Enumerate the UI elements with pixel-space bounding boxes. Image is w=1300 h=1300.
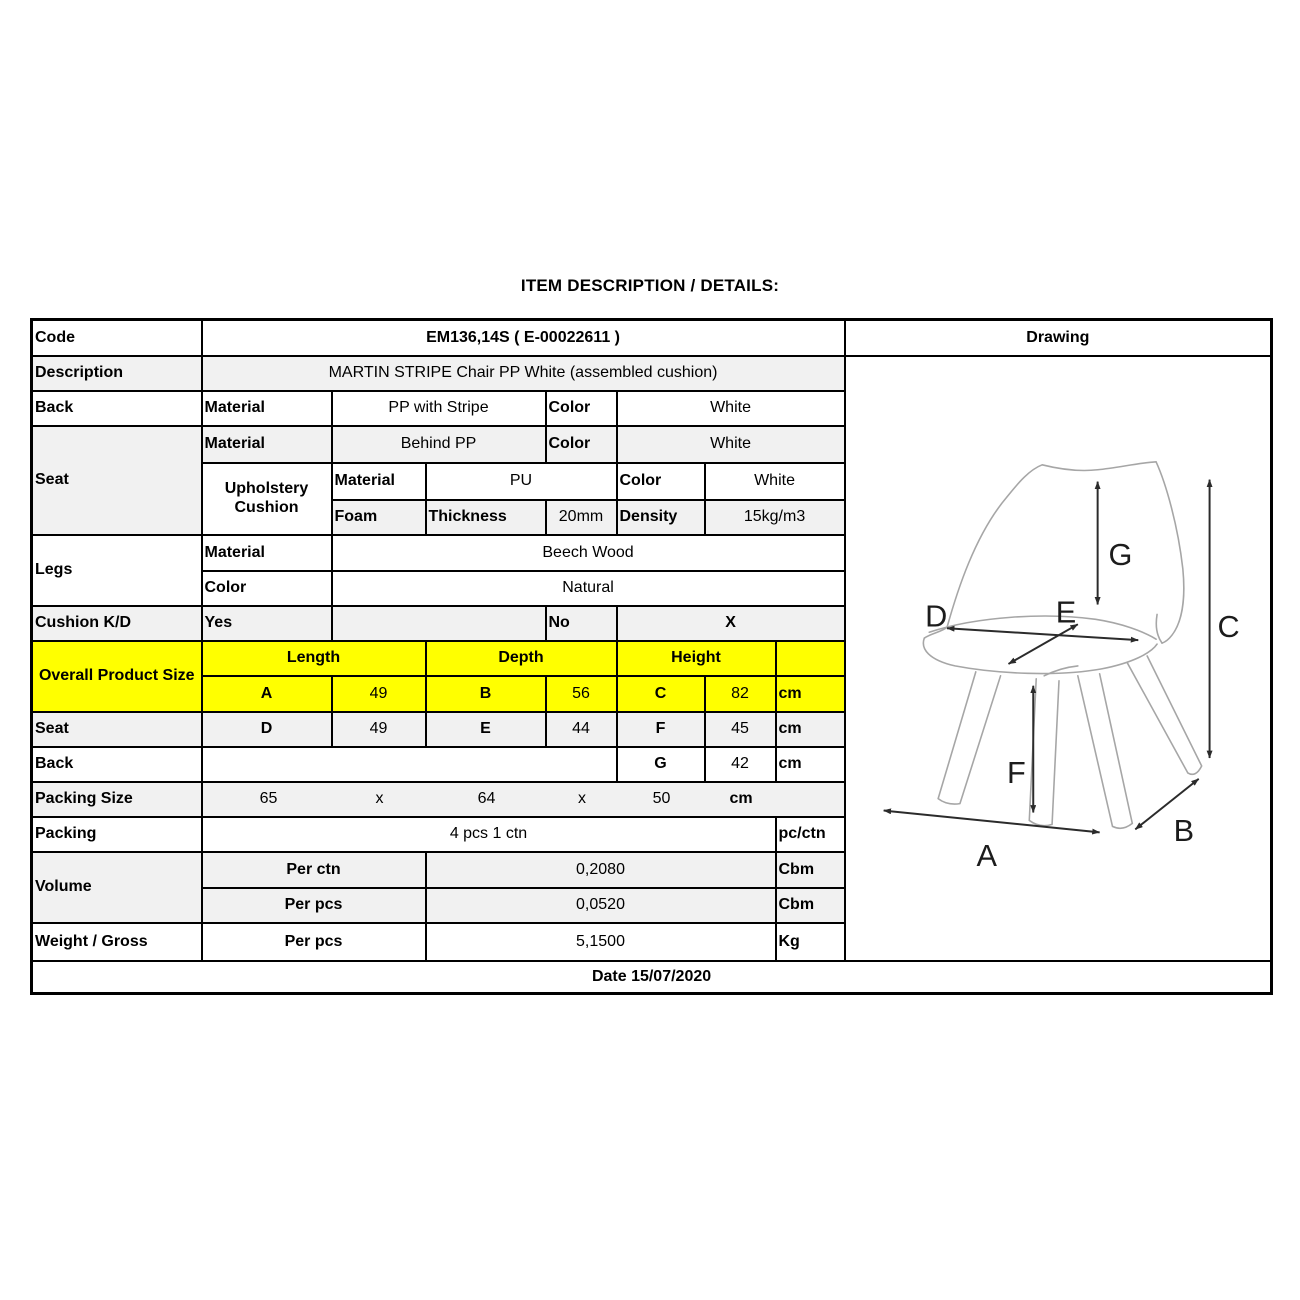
seat-dims-unit: cm (776, 712, 845, 747)
cushion-kd-label: Cushion K/D (32, 606, 202, 641)
cushion-kd-yes-value (332, 606, 546, 641)
dim-a-key: A (202, 676, 332, 712)
chair-leg-front-right (1077, 673, 1131, 827)
seat-color-value: White (617, 426, 845, 463)
drawing-header: Drawing (845, 320, 1272, 356)
weight-value: 5,1500 (426, 923, 776, 961)
dim-b-value: 56 (546, 676, 617, 712)
density-label: Density (617, 500, 705, 535)
dim-g-value: 42 (705, 747, 776, 782)
description-label: Description (32, 356, 202, 391)
legs-material-value: Beech Wood (332, 535, 845, 571)
packing-size-label: Packing Size (32, 782, 202, 817)
seat-label: Seat (32, 426, 202, 535)
cushion-kd-no-label: No (546, 606, 617, 641)
height-header: Height (617, 641, 776, 676)
back-color-value: White (617, 391, 845, 426)
label-A: A (976, 837, 997, 873)
code-label: Code (32, 320, 202, 356)
chair-seat-rim (923, 638, 1157, 673)
cushion-color-value: White (705, 463, 845, 500)
back-dims-spacer (202, 747, 617, 782)
item-description-table (30, 318, 1273, 995)
volume-per-pcs-value: 0,0520 (426, 888, 776, 923)
dimension-arrows (883, 479, 1209, 832)
label-C: C (1217, 608, 1240, 644)
packing-size-sep2: x (578, 790, 586, 807)
dim-b-key: B (426, 676, 546, 712)
packing-size-unit: cm (729, 790, 753, 807)
dim-f-value: 45 (705, 712, 776, 747)
packing-size-v3: 50 (652, 790, 671, 807)
seat-color-label: Color (546, 426, 617, 463)
back-label: Back (32, 391, 202, 426)
dim-e-key: E (426, 712, 546, 747)
seat-dims-label: Seat (32, 712, 202, 747)
packing-value: 4 pcs 1 ctn (202, 817, 776, 852)
back-dims-unit: cm (776, 747, 845, 782)
dim-a-value: 49 (332, 676, 426, 712)
legs-material-label: Material (202, 535, 332, 571)
volume-label: Volume (32, 852, 202, 923)
weight-unit: Kg (776, 923, 845, 961)
packing-size-sep1: x (375, 790, 384, 807)
chair-outline (923, 461, 1201, 827)
depth-header: Depth (426, 641, 617, 676)
dim-c-value: 82 (705, 676, 776, 712)
back-material-label: Material (202, 391, 332, 426)
weight-per-pcs-label: Per pcs (202, 923, 426, 961)
legs-label: Legs (32, 535, 202, 606)
volume-per-pcs-label: Per pcs (202, 888, 426, 923)
chair-leg-front-left (938, 671, 1000, 803)
back-material-value: PP with Stripe (332, 391, 546, 426)
code-value: EM136,14S ( E-00022611 ) (202, 320, 845, 356)
foam-label: Foam (332, 500, 426, 535)
packing-size-v1: 65 (259, 790, 278, 807)
chair-seat-cushion-edge (929, 616, 1156, 639)
overall-unit: cm (776, 676, 845, 712)
length-header: Length (202, 641, 426, 676)
dim-e-value: 44 (546, 712, 617, 747)
page-title: ITEM DESCRIPTION / DETAILS: (520, 276, 780, 295)
cushion-kd-yes-label: Yes (202, 606, 332, 641)
packing-size-v2: 64 (477, 790, 496, 807)
seat-material-label: Material (202, 426, 332, 463)
overall-unit-spacer (776, 641, 845, 676)
cushion-kd-no-value: X (617, 606, 845, 641)
weight-label: Weight / Gross (32, 923, 202, 961)
chair-leg-back-right (1127, 656, 1201, 774)
legs-color-label: Color (202, 571, 332, 606)
thickness-value: 20mm (546, 500, 617, 535)
volume-per-ctn-unit: Cbm (776, 852, 845, 888)
cushion-material-value: PU (426, 463, 617, 500)
volume-per-pcs-unit: Cbm (776, 888, 845, 923)
dim-g-key: G (617, 747, 705, 782)
cushion-color-label: Color (617, 463, 705, 500)
label-F: F (1006, 754, 1026, 790)
chair-technical-drawing (848, 357, 1271, 955)
back-dims-label: Back (32, 747, 202, 782)
seat-material-value: Behind PP (332, 426, 546, 463)
chair-shell-inner-line (1156, 614, 1162, 643)
cushion-material-label: Material (332, 463, 426, 500)
label-E: E (1055, 593, 1076, 629)
label-G: G (1108, 536, 1132, 572)
chair-underseat-brace (1044, 665, 1078, 675)
packing-label: Packing (32, 817, 202, 852)
packing-unit: pc/ctn (776, 817, 845, 852)
dim-f-key: F (617, 712, 705, 747)
density-value: 15kg/m3 (705, 500, 845, 535)
arrow-E (1008, 624, 1077, 664)
back-color-label: Color (546, 391, 617, 426)
volume-per-ctn-label: Per ctn (202, 852, 426, 888)
arrow-D (947, 628, 1138, 640)
upholstery-cushion-label: Upholstery Cushion (202, 463, 332, 535)
legs-color-value: Natural (332, 571, 845, 606)
thickness-label: Thickness (426, 500, 546, 535)
arrow-A (883, 810, 1099, 832)
date-row: Date 15/07/2020 (32, 961, 1272, 994)
dimension-labels (925, 536, 1240, 872)
label-B: B (1173, 812, 1194, 848)
dim-d-key: D (202, 712, 332, 747)
packing-size-values (202, 782, 845, 817)
label-D: D (924, 597, 947, 633)
drawing-cell (845, 356, 1272, 961)
dim-d-value: 49 (332, 712, 426, 747)
volume-per-ctn-value: 0,2080 (426, 852, 776, 888)
dim-c-key: C (617, 676, 705, 712)
overall-size-label: Overall Product Size (32, 641, 202, 712)
description-value: MARTIN STRIPE Chair PP White (assembled cushion) (202, 356, 845, 391)
